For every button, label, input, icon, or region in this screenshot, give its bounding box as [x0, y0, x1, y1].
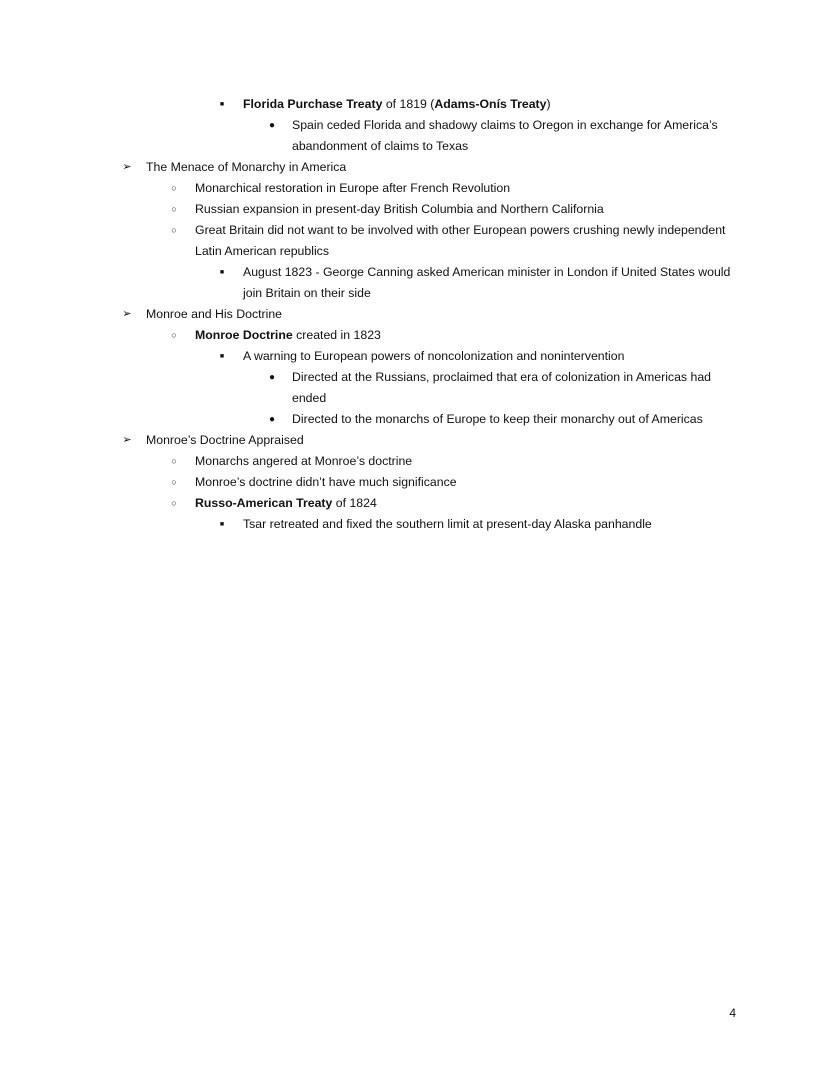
page-number: 4: [729, 1006, 736, 1020]
outline-item-great-britain: Great Britain did not want to be involved with other European powers crushing newly independent: [195, 223, 726, 237]
circle-bullet-icon: ○: [171, 330, 177, 340]
square-bullet-icon: ■: [219, 101, 225, 108]
outline-item-russo-american-treaty: [195, 493, 377, 514]
term-adams-onis-treaty: Adams-Onís Treaty: [434, 97, 547, 111]
outline-item-directed-at-russians: Directed at the Russians, proclaimed that era of colonization in Americas had: [292, 370, 711, 384]
circle-bullet-icon: ○: [171, 456, 177, 466]
circle-bullet-icon: ○: [171, 498, 177, 508]
outline-item-continuation: join Britain on their side: [243, 286, 371, 300]
square-bullet-icon: ■: [219, 521, 225, 528]
dot-bullet-icon: ●: [268, 414, 276, 425]
item-text: of 1819 (: [382, 97, 435, 111]
dot-bullet-icon: ●: [268, 372, 276, 383]
circle-bullet-icon: ○: [171, 204, 177, 214]
outline-item-florida-treaty: [243, 94, 551, 115]
outline-item-warning: A warning to European powers of noncolonization and nonintervention: [243, 349, 625, 363]
outline-item-directed-to-monarchs: Directed to the monarchs of Europe to keep their monarchy out of Americas: [292, 412, 703, 426]
circle-bullet-icon: ○: [171, 183, 177, 193]
outline-item-little-significance: Monroe’s doctrine didn’t have much significance: [195, 475, 457, 489]
circle-bullet-icon: ○: [171, 225, 177, 235]
circle-bullet-icon: ○: [171, 477, 177, 487]
outline-item-monroe-doctrine-created: [195, 325, 381, 346]
section-heading-doctrine-appraised: Monroe’s Doctrine Appraised: [146, 433, 304, 447]
item-text: created in 1823: [292, 328, 381, 342]
term-monroe-doctrine: Monroe Doctrine: [195, 328, 293, 342]
item-text: of 1824: [332, 496, 377, 510]
dot-bullet-icon: ●: [268, 120, 276, 131]
outline-item-spain-ceded: Spain ceded Florida and shadowy claims to Oregon in exchange for America’s: [292, 118, 718, 132]
section-heading-monroe-doctrine: Monroe and His Doctrine: [146, 307, 283, 321]
term-russo-american-treaty: Russo-American Treaty: [195, 496, 333, 510]
arrow-bullet-icon: ➢: [122, 161, 132, 173]
outline-item-continuation: ended: [292, 391, 327, 405]
square-bullet-icon: ■: [219, 353, 225, 360]
item-text: ): [546, 97, 551, 111]
outline-item-continuation: abandonment of claims to Texas: [292, 139, 469, 153]
outline-item-august-1823: August 1823 - George Canning asked American minister in London if United States would: [243, 265, 731, 279]
outline-item-continuation: Latin American republics: [195, 244, 329, 258]
outline-item-russian-expansion: Russian expansion in present-day British Columbia and Northern California: [195, 202, 604, 216]
outline-item-monarchs-angered: Monarchs angered at Monroe’s doctrine: [195, 454, 413, 468]
arrow-bullet-icon: ➢: [122, 308, 132, 320]
outline-item-tsar-retreated: Tsar retreated and fixed the southern limit at present-day Alaska panhandle: [243, 517, 652, 531]
section-heading-menace-of-monarchy: The Menace of Monarchy in America: [146, 160, 347, 174]
square-bullet-icon: ■: [219, 269, 225, 276]
term-florida-purchase-treaty: Florida Purchase Treaty: [243, 97, 383, 111]
outline-item-monarchical-restoration: Monarchical restoration in Europe after French Revolution: [195, 181, 511, 195]
arrow-bullet-icon: ➢: [122, 434, 132, 446]
